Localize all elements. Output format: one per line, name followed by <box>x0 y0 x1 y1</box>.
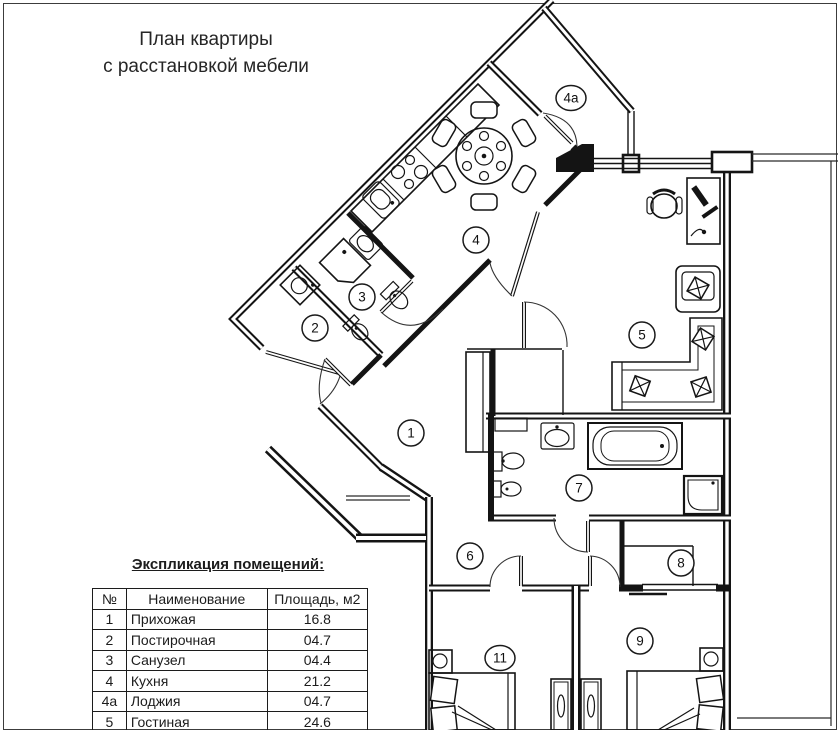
bidet <box>493 481 521 497</box>
bedroom9-door <box>590 556 620 587</box>
plan-title-line1: План квартиры <box>139 29 273 50</box>
svg-text:9: 9 <box>636 633 644 649</box>
cell-area: 21.2 <box>267 671 367 692</box>
laundry-door <box>319 359 351 403</box>
svg-text:11: 11 <box>492 650 508 666</box>
cell-area: 16.8 <box>267 609 367 630</box>
cell-num: 1 <box>93 609 127 630</box>
svg-text:3: 3 <box>358 289 366 305</box>
svg-text:7: 7 <box>575 480 583 496</box>
room-label-5 <box>629 322 655 348</box>
hallway-wardrobe <box>466 352 490 452</box>
cell-name: Санузел <box>126 650 267 671</box>
window-living <box>592 159 712 169</box>
cell-name: Лоджия <box>126 691 267 712</box>
svg-text:1: 1 <box>407 425 415 441</box>
svg-text:5: 5 <box>638 327 646 343</box>
plan-title-line2: с расстановкой мебели <box>103 56 309 77</box>
armchair <box>676 266 720 312</box>
svg-text:6: 6 <box>466 548 474 564</box>
col-header-num: № <box>93 589 127 610</box>
cell-area: 04.4 <box>267 650 367 671</box>
svg-text:8: 8 <box>677 555 685 571</box>
cell-area: 24.6 <box>267 712 367 730</box>
duct <box>495 418 527 431</box>
wall-pier <box>556 144 594 172</box>
sliding-door-track <box>642 585 718 591</box>
hall-door <box>524 302 567 348</box>
wall <box>384 260 490 366</box>
cell-num: 2 <box>93 630 127 651</box>
chair <box>511 164 538 195</box>
nightstand <box>700 648 723 671</box>
room-label-8 <box>668 550 694 576</box>
shower-tray <box>320 239 371 290</box>
chair <box>471 102 497 118</box>
cell-name: Гостиная <box>126 712 267 730</box>
table-row <box>93 691 368 712</box>
legend-heading: Экспликация помещений: <box>131 556 325 573</box>
room-label-2 <box>302 315 328 341</box>
neighbor-wall-line <box>752 154 838 161</box>
bed <box>627 671 724 730</box>
table-row <box>93 650 368 671</box>
svg-text:2: 2 <box>311 320 319 336</box>
washbasin <box>541 423 574 449</box>
room-label-7 <box>566 475 592 501</box>
room-label-11 <box>485 646 515 671</box>
room-label-3 <box>349 284 375 310</box>
loggia-door <box>543 113 577 146</box>
chair <box>511 118 538 149</box>
cell-area: 04.7 <box>267 691 367 712</box>
entrance-door <box>266 352 340 404</box>
wall <box>352 355 381 384</box>
office-chair <box>647 190 682 218</box>
window-loggia <box>628 111 634 155</box>
stove <box>392 156 428 189</box>
table-row <box>93 712 368 730</box>
room-label-9 <box>627 628 653 654</box>
living-room-furniture <box>612 178 722 410</box>
plan-title <box>68 26 344 80</box>
col-header-area: Площадь, м2 <box>267 589 367 610</box>
threshold-line <box>346 496 410 500</box>
shower-cabin <box>684 476 722 514</box>
room-label-4a <box>556 86 586 111</box>
cell-num: 4 <box>93 671 127 692</box>
bathroom7-door <box>554 518 588 552</box>
table-row <box>93 630 368 651</box>
bathtub <box>588 423 682 469</box>
cell-num: 4а <box>93 691 127 712</box>
cell-name: Постирочная <box>126 630 267 651</box>
building-edge-line <box>737 161 831 726</box>
legend-table <box>92 588 368 730</box>
cell-num: 3 <box>93 650 127 671</box>
legend-header-row <box>93 589 368 610</box>
room-legend <box>88 556 368 730</box>
svg-text:4: 4 <box>472 232 480 248</box>
wardrobe <box>581 679 601 730</box>
table-row <box>93 609 368 630</box>
cell-name: Прихожая <box>126 609 267 630</box>
chair <box>471 194 497 210</box>
cell-area: 04.7 <box>267 630 367 651</box>
wall-pier <box>712 152 752 172</box>
bedroom11-door <box>490 556 521 587</box>
wardrobe <box>551 679 571 730</box>
room-label-4 <box>463 227 489 253</box>
bedroom9-furniture <box>581 648 724 730</box>
corner-sofa <box>612 318 722 410</box>
table-row <box>93 671 368 692</box>
col-header-name: Наименование <box>126 589 267 610</box>
svg-text:4а: 4а <box>563 90 579 106</box>
cell-name: Кухня <box>126 671 267 692</box>
bathroom7-fixtures <box>493 418 722 514</box>
dining-table <box>431 102 538 210</box>
kitchen-door <box>490 212 538 296</box>
desk <box>687 178 720 244</box>
room-label-6 <box>457 543 483 569</box>
room-label-1 <box>398 420 424 446</box>
toilet <box>493 452 524 471</box>
cell-num: 5 <box>93 712 127 730</box>
bed <box>429 673 515 730</box>
